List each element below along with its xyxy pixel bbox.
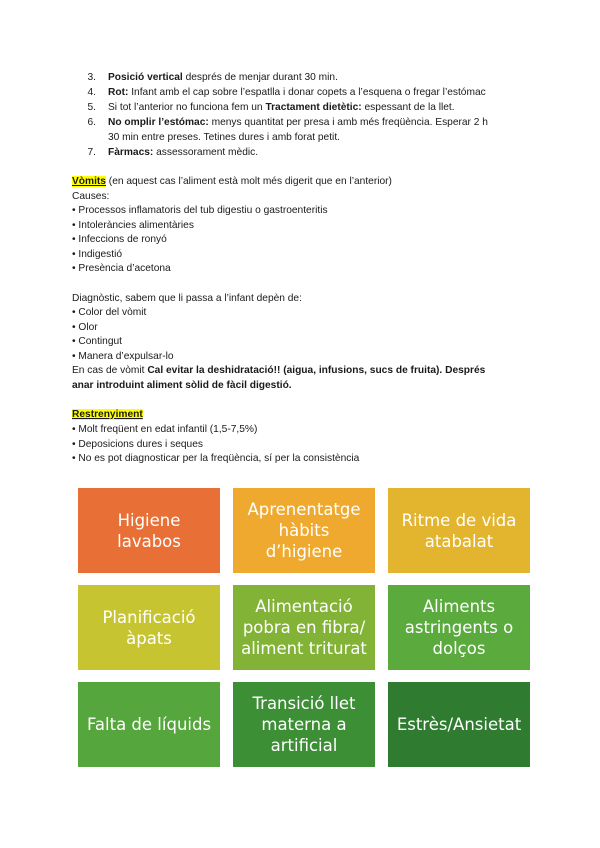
diagnostic-item: • Manera d’expulsar-lo [72, 351, 174, 362]
vomits-heading-line: Vòmits (en aquest cas l’aliment està molt més digerit que en l’anterior) [72, 176, 392, 187]
restrenyiment-item: • Deposicions dures i seques [72, 439, 203, 450]
diagnostic-label: Diagnòstic, sabem que li passa a l’infant depèn de: [72, 293, 302, 304]
diagnostic-item: • Olor [72, 322, 98, 333]
tile-transicio-llet: Transició llet materna a artificial [233, 682, 375, 767]
tile-ritme-vida: Ritme de vida atabalat [388, 488, 530, 573]
cause-item: • Presència d’acetona [72, 263, 171, 274]
cause-item: • Infeccions de ronyó [72, 234, 167, 245]
restrenyiment-item: • Molt freqüent en edat infantil (1,5-7,5%) [72, 424, 258, 435]
cause-item: • Indigestió [72, 249, 123, 260]
diagnostic-item: • Color del vòmit [72, 307, 147, 318]
vomits-heading: Vòmits [72, 176, 106, 187]
restrenyiment-item: • No es pot diagnosticar per la freqüència, sí per la consistència [72, 453, 360, 464]
list-number: 5. [87, 102, 96, 113]
restrenyiment-heading-line [72, 408, 143, 422]
list-number: 7. [87, 147, 96, 158]
list-item-estomac: No omplir l’estómac: menys quantitat per presa i amb més freqüència. Esperar 2 h [108, 117, 488, 128]
list-number: 6. [87, 117, 96, 128]
vomit-note-cont: anar introduint aliment sòlid de fàcil digestió. [72, 380, 292, 391]
cause-item: • Processos inflamatoris del tub digestiu o gastroenteritis [72, 205, 328, 216]
list-item-farmacs: Fàrmacs: assessorament mèdic. [108, 147, 259, 158]
tile-planificacio-apats: Planificació àpats [78, 585, 220, 670]
restrenyiment-heading: Restrenyiment [72, 409, 143, 420]
causes-label: Causes: [72, 191, 110, 202]
tile-higiene-lavabos: Higiene lavabos [78, 488, 220, 573]
tile-aprenentatge-habits: Aprenentatge hàbits d’higiene [233, 488, 375, 573]
tile-alimentacio-fibra: Alimentació pobra en fibra/ aliment triturat [233, 585, 375, 670]
diagnostic-item: • Contingut [72, 336, 123, 347]
list-item-posicio: Posició vertical després de menjar durant 30 min. [108, 72, 338, 83]
tile-falta-liquids: Falta de líquids [78, 682, 220, 767]
tile-aliments-astringents: Aliments astringents o dolços [388, 585, 530, 670]
list-item-tractament: Si tot l’anterior no funciona fem un Tractament dietètic: espessant de la llet. [108, 102, 455, 113]
cause-item: • Intoleràncies alimentàries [72, 220, 194, 231]
list-item-rot: Rot: Infant amb el cap sobre l’espatlla i donar copets a l’esquena o fregar l’estómac [108, 87, 486, 98]
list-number: 3. [87, 72, 96, 83]
vomit-note: En cas de vòmit Cal evitar la deshidratació!! (aigua, infusions, sucs de fruita). Després [72, 365, 486, 376]
list-number: 4. [87, 87, 96, 98]
tile-estres-ansietat: Estrès/Ansietat [388, 682, 530, 767]
list-item-estomac-cont: 30 min entre preses. Tetines dures i amb forat petit. [108, 132, 340, 143]
